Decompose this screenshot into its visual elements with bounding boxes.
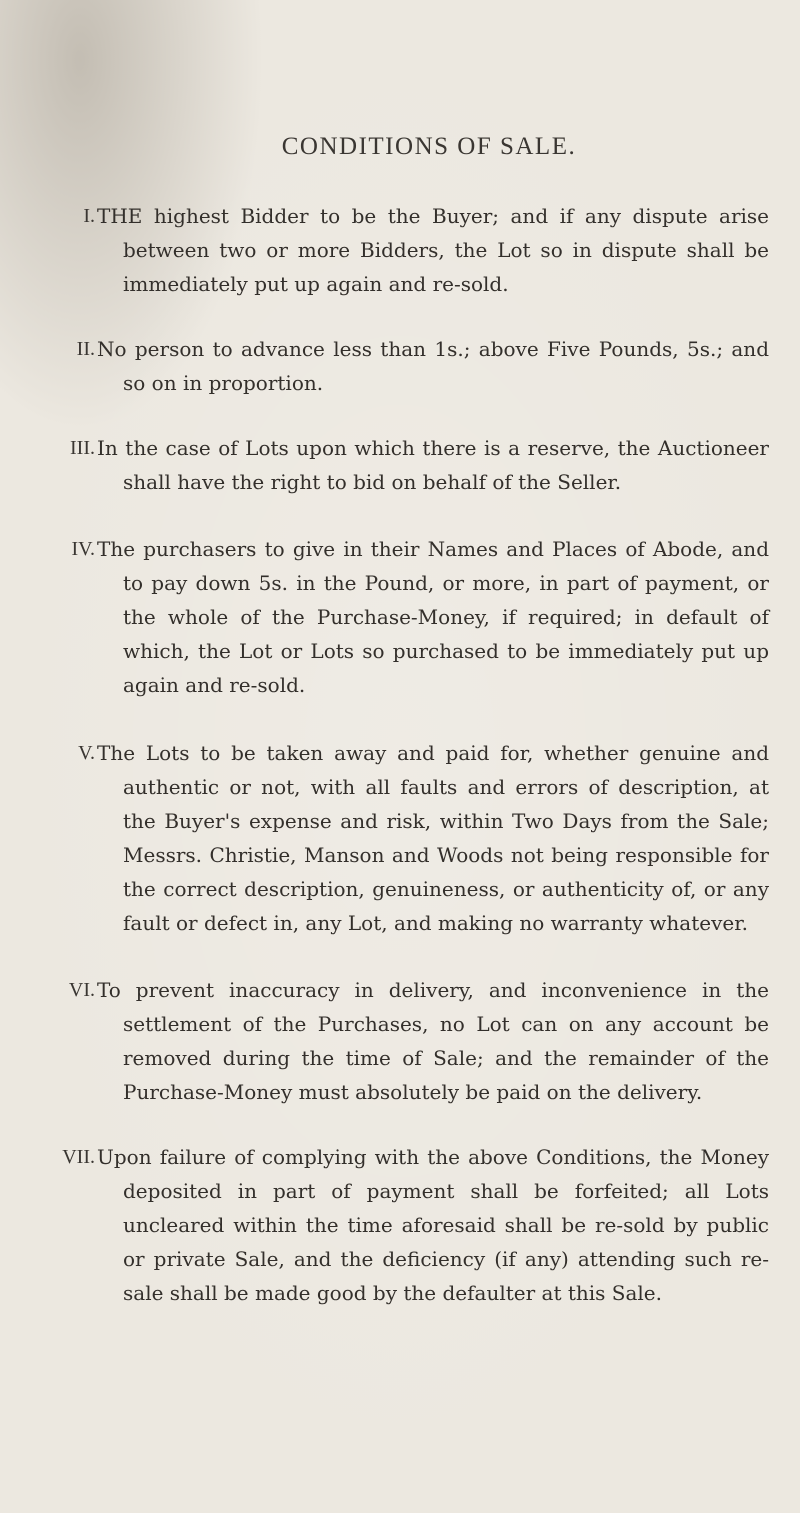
condition-text: The purchasers to give in their Names and Places of Abode, and to pay down 5s. in the Pound, or more, in part of payment, or the whole of the Purchase-Money, if required; in default of which, the Lot or Lots so purchased to be immediately put up again and re-sold. xyxy=(97,537,769,697)
condition-text: In the case of Lots upon which there is a reserve, the Auctioneer shall have the right to bid on behalf of the Seller. xyxy=(97,436,769,494)
condition-text: The Lots to be taken away and paid for, whether genuine and authentic or not, with all faults and errors of description, at the Buyer's expense and risk, within Two Days from the Sale; Messrs. Christie, Manson and Woods not being responsible for the correct description, genuineness, or authenticity of, or any fault or defect in, any Lot, and making no warranty whatever. xyxy=(97,741,769,935)
condition-numeral: II. xyxy=(76,338,95,360)
condition-numeral: III. xyxy=(70,437,95,459)
condition-numeral: I. xyxy=(83,205,95,227)
page-title: CONDITIONS OF SALE. xyxy=(281,133,577,160)
condition-text: Upon failure of complying with the above Conditions, the Money deposited in part of payment shall be forfeited; all Lots uncleared within the time aforesaid shall be re-sold by public or private Sale, and the deficiency (if any) attending such re-sale shall be made good by the defaulter at this Sale. xyxy=(97,1145,769,1305)
condition-text: No person to advance less than 1s.; above Five Pounds, 5s.; and so on in proportion. xyxy=(97,337,769,395)
condition-numeral: V. xyxy=(78,742,95,764)
condition-numeral: VII. xyxy=(62,1146,95,1168)
condition-numeral: VI. xyxy=(68,979,95,1001)
condition-text: THE highest Bidder to be the Buyer; and if any dispute arise between two or more Bidders, the Lot so in dispute shall be immediately put up again and re-sold. xyxy=(97,204,769,296)
condition-text: To prevent inaccuracy in delivery, and inconvenience in the settlement of the Purchases, no Lot can on any account be removed during the time of Sale; and the remainder of the Purchase-Money must absolutely be paid on the delivery. xyxy=(97,978,769,1104)
condition-numeral: IV. xyxy=(71,538,95,560)
